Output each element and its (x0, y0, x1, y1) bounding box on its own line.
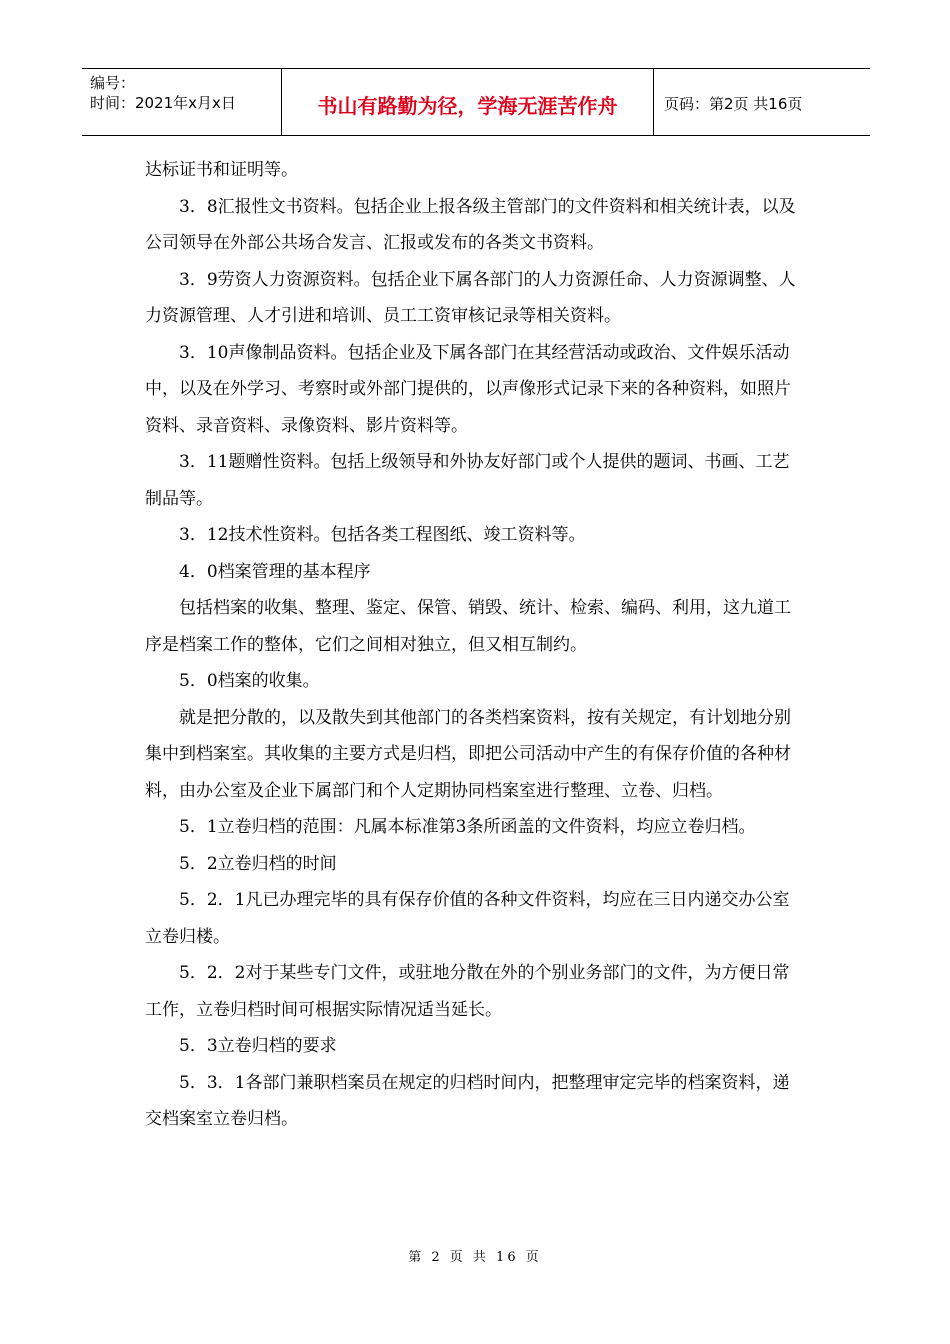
paragraph: 5．3．1各部门兼职档案员在规定的归档时间内，把整理审定完毕的档案资料，递交档案室立卷归档。 (145, 1072, 790, 1129)
section-heading: 5．2立卷归档的时间 (179, 853, 337, 874)
document-body (145, 152, 805, 1138)
section-heading: 4．0档案管理的基本程序 (179, 561, 371, 582)
document-number-label: 编号： (90, 74, 136, 92)
page-header (82, 68, 870, 136)
page-footer: 第 2 页 共 16 页 (408, 1250, 542, 1265)
paragraph: 5．1立卷归档的范围：凡属本标准第3条所函盖的文件资料，均应立卷归档。 (179, 817, 756, 837)
paragraph-continued: 达标证书和证明等。 (145, 160, 298, 180)
paragraph: 5．2．1凡已办理完毕的具有保存价值的各种文件资料，均应在三日内递交办公室立卷归楼。 (145, 890, 790, 947)
header-page-info: 页码：第2页 共16页 (664, 94, 803, 113)
paragraph: 3．10声像制品资料。包括企业及下属各部门在其经营活动或政治、文件娱乐活动中，以及在外学习、考察时或外部门提供的，以声像形式记录下来的各种资料，如照片资料、录音资料、录像资料、影片资料等。 (145, 342, 791, 436)
paragraph: 3．9劳资人力资源资料。包括企业下属各部门的人力资源任命、人力资源调整、人力资源管理、人才引进和培训、员工工资审核记录等相关资料。 (145, 269, 796, 326)
section-heading: 5．3立卷归档的要求 (179, 1036, 337, 1056)
header-motto: 书山有路勤为径，学海无涯苦作舟 (282, 69, 654, 135)
section-heading: 5．0档案的收集。 (179, 671, 320, 691)
paragraph: 3．12技术性资料。包括各类工程图纸、竣工资料等。 (179, 525, 586, 545)
document-date-label: 时间：2021年x月x日 (90, 94, 236, 112)
paragraph: 3．8汇报性文书资料。包括企业上报各级主管部门的文件资料和相关统计表，以及公司领导在外部公共场合发言、汇报或发布的各类文书资料。 (145, 196, 796, 253)
paragraph: 5．2．2对于某些专门文件，或驻地分散在外的个别业务部门的文件，为方便日常工作，立卷归档时间可根据实际情况适当延长。 (145, 963, 790, 1020)
paragraph: 包括档案的收集、整理、鉴定、保管、销毁、统计、检索、编码、利用，这九道工序是档案工作的整体，它们之间相对独立，但又相互制约。 (145, 598, 791, 655)
paragraph: 就是把分散的，以及散失到其他部门的各类档案资料，按有关规定，有计划地分别集中到档案室。其收集的主要方式是归档，即把公司活动中产生的有保存价值的各种材料，由办公室及企业下属部门和个人定期协同档案室进行整理、立卷、归档。 (145, 707, 791, 801)
paragraph: 3．11题赠性资料。包括上级领导和外协友好部门或个人提供的题词、书画、工艺制品等。 (145, 452, 790, 509)
header-meta (82, 69, 282, 135)
